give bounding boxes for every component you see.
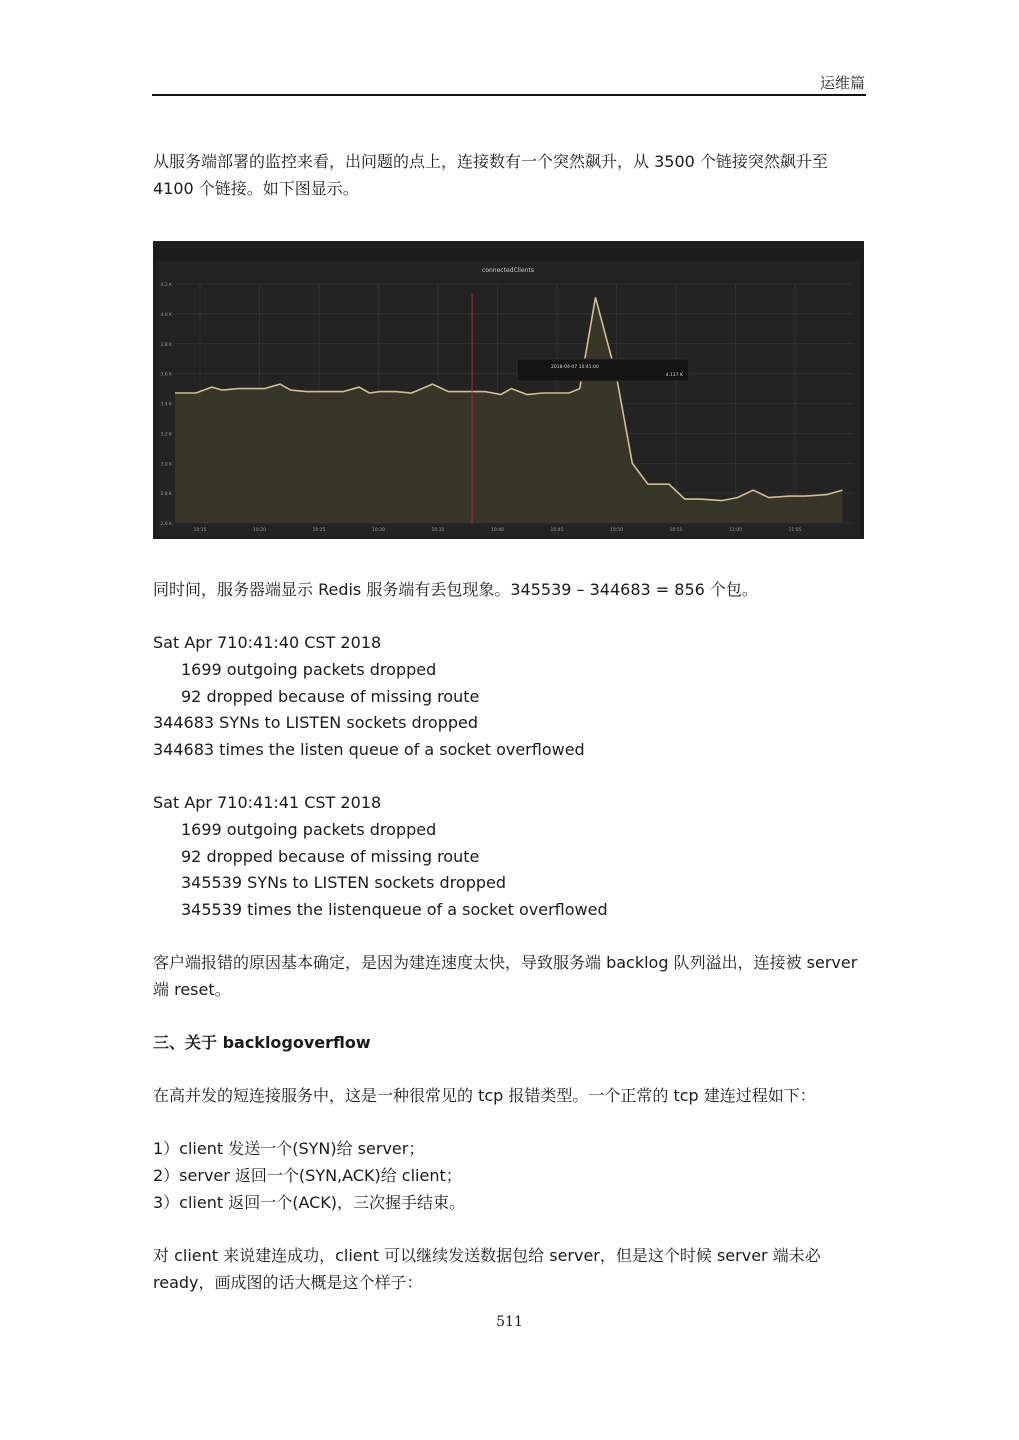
step-item: 3）client 返回一个(ACK)，三次握手结束。 bbox=[153, 1193, 466, 1212]
y-tick-label: 3.0 K bbox=[160, 462, 172, 468]
x-tick-label: 11:05 bbox=[788, 528, 802, 533]
tooltip-value: 4.117 K bbox=[665, 373, 683, 378]
x-tick-label: 10:55 bbox=[669, 528, 683, 533]
step-item: 1）client 发送一个(SYN)给 server； bbox=[153, 1139, 425, 1158]
page-number: 511 bbox=[496, 1314, 523, 1330]
y-tick-label: 3.4 K bbox=[160, 402, 172, 408]
y-tick-label: 3.2 K bbox=[160, 432, 172, 438]
x-tick-label: 10:35 bbox=[431, 528, 445, 533]
y-tick-label: 3.8 K bbox=[160, 342, 172, 348]
x-tick-label: 10:45 bbox=[550, 528, 564, 533]
step-item: 2）server 返回一个(SYN,ACK)给 client； bbox=[153, 1166, 462, 1185]
header-rule bbox=[152, 94, 866, 96]
y-tick-label: 2.8 K bbox=[160, 492, 172, 498]
log1-line: 92 dropped because of missing route bbox=[181, 687, 480, 706]
log1-line: 344683 SYNs to LISTEN sockets dropped bbox=[153, 713, 478, 732]
paragraph-conclusion: 客户端报错的原因基本确定，是因为建连速度太快，导致服务端 backlog 队列溢出，连接被 server 端 reset。 bbox=[153, 953, 858, 999]
y-tick-label: 4.2 K bbox=[160, 283, 172, 288]
connected-clients-chart bbox=[153, 241, 864, 539]
paragraph-monitoring: 从服务端部署的监控来看，出问题的点上，连接数有一个突然飙升，从 3500 个链接突然飙升至 4100 个链接。如下图显示。 bbox=[153, 152, 828, 198]
paragraph-packet-loss: 同时间，服务器端显示 Redis 服务端有丢包现象。345539 – 344683 = 856 个包。 bbox=[153, 580, 758, 599]
log2-line: 345539 SYNs to LISTEN sockets dropped bbox=[181, 873, 506, 892]
tooltip-box bbox=[517, 359, 689, 381]
x-tick-label: 10:25 bbox=[312, 528, 326, 533]
section-heading: 三、关于 backlogoverflow bbox=[153, 1033, 371, 1052]
x-tick-label: 10:20 bbox=[253, 528, 266, 533]
log2-line: 1699 outgoing packets dropped bbox=[181, 820, 437, 839]
log1-time: Sat Apr 710:41:40 CST 2018 bbox=[153, 633, 382, 652]
y-tick-label: 3.6 K bbox=[160, 372, 172, 378]
paragraph-intro: 在高并发的短连接服务中，这是一种很常见的 tcp 报错类型。一个正常的 tcp 建连过程如下： bbox=[153, 1086, 816, 1105]
chart-svg bbox=[153, 241, 864, 539]
chart-title: connectedClients bbox=[482, 267, 534, 274]
header-section-label: 运维篇 bbox=[819, 74, 865, 92]
x-tick-label: 10:15 bbox=[193, 528, 207, 533]
paragraph-ready: 对 client 来说建连成功，client 可以继续发送数据包给 server，但是这个时候 server 端未必 ready，画成图的话大概是这个样子： bbox=[153, 1246, 821, 1292]
log1-line: 1699 outgoing packets dropped bbox=[181, 660, 437, 679]
x-tick-label: 10:40 bbox=[491, 528, 504, 533]
tooltip-time: 2018-04-07 10:41:00 bbox=[551, 365, 599, 370]
log2-line: 92 dropped because of missing route bbox=[181, 847, 480, 866]
log2-line: 345539 times the listenqueue of a socket overflowed bbox=[181, 900, 608, 919]
y-tick-label: 4.0 K bbox=[160, 312, 172, 318]
log1-line: 344683 times the listen queue of a socket overflowed bbox=[153, 740, 585, 759]
x-tick-label: 11:00 bbox=[729, 528, 742, 533]
y-tick-label: 2.6 K bbox=[160, 522, 172, 527]
log2-time: Sat Apr 710:41:41 CST 2018 bbox=[153, 793, 382, 812]
x-tick-label: 10:50 bbox=[610, 528, 623, 533]
x-tick-label: 10:30 bbox=[372, 528, 385, 533]
